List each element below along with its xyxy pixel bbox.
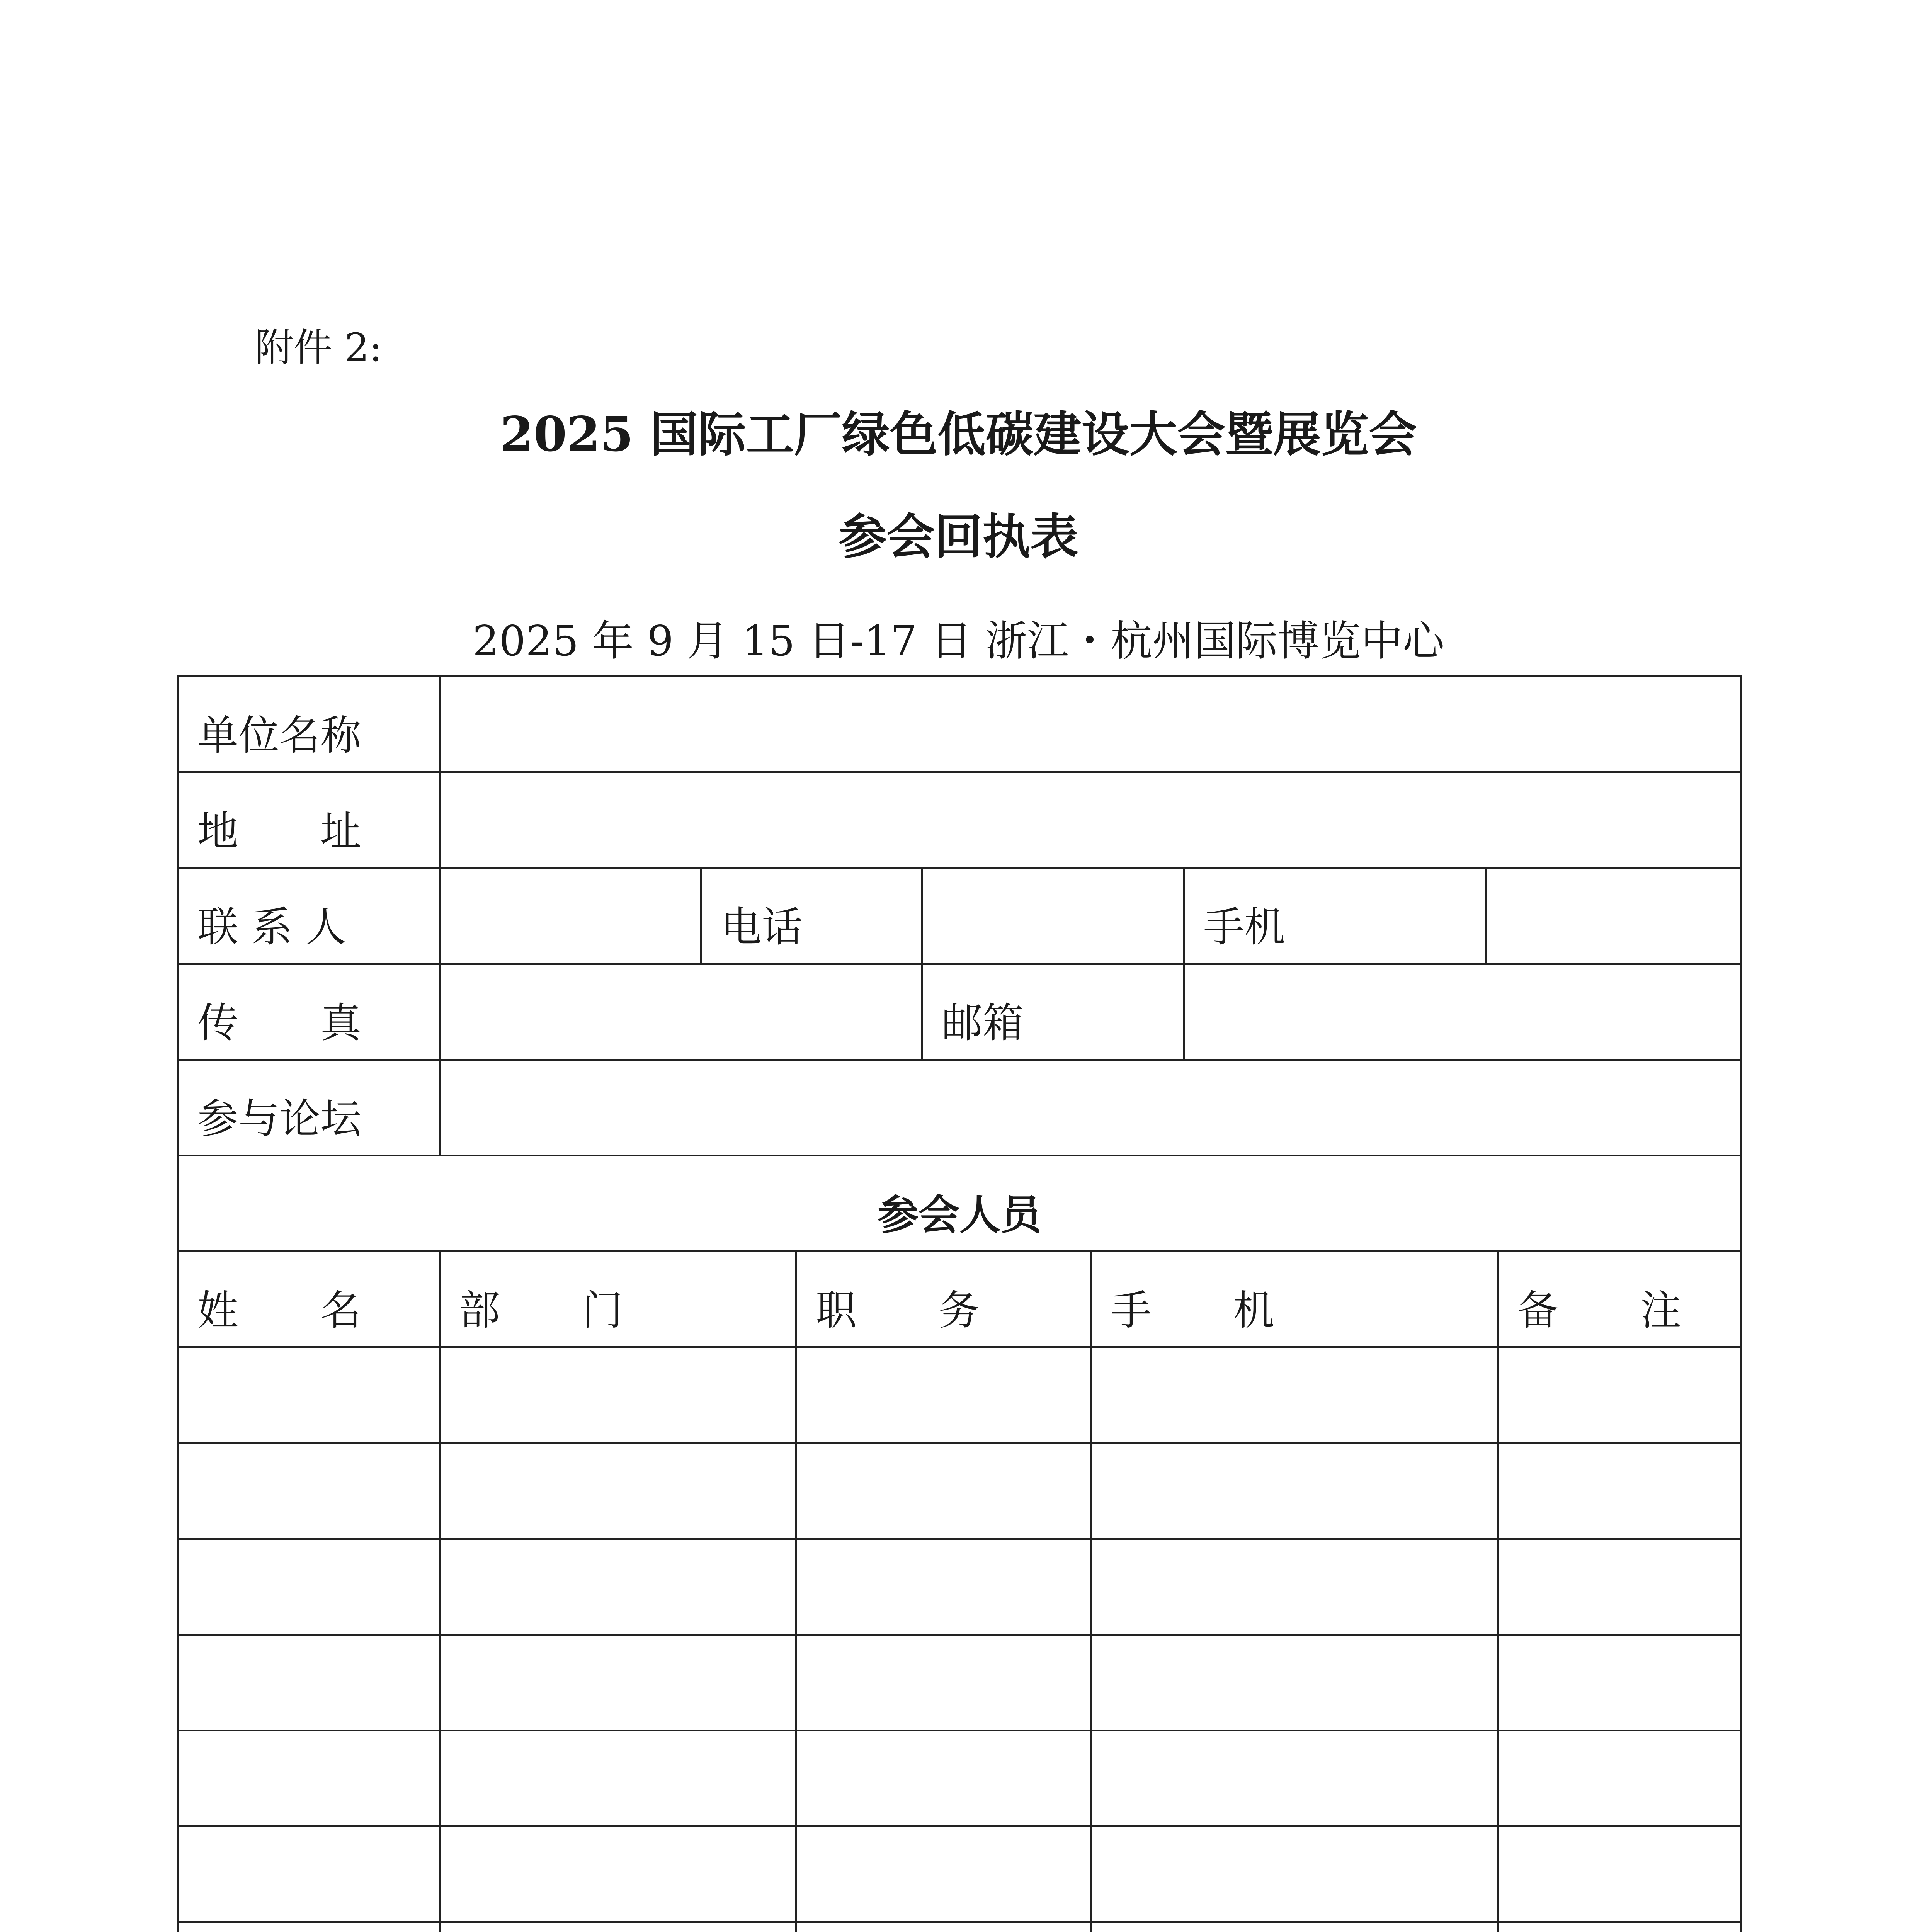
attendee-position-cell[interactable] bbox=[797, 1827, 1090, 1921]
forum-field[interactable] bbox=[441, 1061, 1740, 1155]
attendee-remarks-cell[interactable] bbox=[1499, 1636, 1740, 1730]
attendee-department-cell[interactable] bbox=[441, 1731, 795, 1825]
attendee-remarks-cell[interactable] bbox=[1499, 1540, 1740, 1634]
attendee-department-cell[interactable] bbox=[441, 1540, 795, 1634]
phone-field[interactable] bbox=[923, 869, 1183, 963]
email-label: 邮箱 bbox=[942, 999, 1024, 1047]
fax-label: 传 真 bbox=[197, 999, 361, 1047]
attendee-remarks-cell[interactable] bbox=[1499, 1923, 1740, 1932]
address-field[interactable] bbox=[441, 773, 1740, 867]
attendee-name-cell[interactable] bbox=[179, 1444, 439, 1538]
attendee-name-cell[interactable] bbox=[179, 1923, 439, 1932]
column-header-mobile: 手 机 bbox=[1111, 1287, 1274, 1334]
address-label: 地 址 bbox=[197, 808, 361, 855]
attendee-position-cell[interactable] bbox=[797, 1923, 1090, 1932]
attendee-department-cell[interactable] bbox=[441, 1827, 795, 1921]
attendee-department-cell[interactable] bbox=[441, 1636, 795, 1730]
attendee-position-cell[interactable] bbox=[797, 1636, 1090, 1730]
attendee-position-cell[interactable] bbox=[797, 1348, 1090, 1442]
attendee-mobile-cell[interactable] bbox=[1092, 1348, 1497, 1442]
attendee-remarks-cell[interactable] bbox=[1499, 1827, 1740, 1921]
email-field[interactable] bbox=[1185, 965, 1740, 1059]
attendee-name-cell[interactable] bbox=[179, 1827, 439, 1921]
attendee-mobile-cell[interactable] bbox=[1092, 1636, 1497, 1730]
mobile-label: 手机 bbox=[1203, 903, 1285, 951]
column-header-position: 职 务 bbox=[816, 1287, 980, 1334]
attendee-mobile-cell[interactable] bbox=[1092, 1731, 1497, 1825]
attendee-remarks-cell[interactable] bbox=[1499, 1731, 1740, 1825]
attendees-heading: 参会人员 bbox=[878, 1190, 1041, 1239]
unit-name-label: 单位名称 bbox=[197, 712, 361, 759]
attendee-name-cell[interactable] bbox=[179, 1731, 439, 1825]
attendee-department-cell[interactable] bbox=[441, 1923, 795, 1932]
attendee-department-cell[interactable] bbox=[441, 1348, 795, 1442]
attendee-position-cell[interactable] bbox=[797, 1540, 1090, 1634]
forum-label: 参与论坛 bbox=[197, 1095, 361, 1143]
attendee-mobile-cell[interactable] bbox=[1092, 1444, 1497, 1538]
attendee-remarks-cell[interactable] bbox=[1499, 1348, 1740, 1442]
attendee-mobile-cell[interactable] bbox=[1092, 1923, 1497, 1932]
fax-field[interactable] bbox=[441, 965, 921, 1059]
column-header-remarks: 备 注 bbox=[1517, 1287, 1681, 1334]
column-header-name: 姓 名 bbox=[197, 1287, 361, 1334]
document-subtitle-heading: 参会回执表 bbox=[839, 509, 1078, 565]
attendee-mobile-cell[interactable] bbox=[1092, 1827, 1497, 1921]
event-date-location: 2025 年 9 月 15 日-17 日 浙江・杭州国际博览中心 bbox=[472, 617, 1445, 665]
contact-person-label: 联 系 人 bbox=[197, 903, 347, 951]
phone-label: 电话 bbox=[721, 903, 803, 951]
attendee-mobile-cell[interactable] bbox=[1092, 1540, 1497, 1634]
attendee-department-cell[interactable] bbox=[441, 1444, 795, 1538]
attendee-name-cell[interactable] bbox=[179, 1540, 439, 1634]
registration-form-table bbox=[177, 675, 1742, 1932]
column-header-department: 部 门 bbox=[459, 1287, 623, 1334]
attachment-label: 附件 2: bbox=[255, 325, 383, 370]
contact-person-field[interactable] bbox=[441, 869, 700, 963]
attendee-name-cell[interactable] bbox=[179, 1348, 439, 1442]
attendee-name-cell[interactable] bbox=[179, 1636, 439, 1730]
attendee-remarks-cell[interactable] bbox=[1499, 1444, 1740, 1538]
attendee-position-cell[interactable] bbox=[797, 1444, 1090, 1538]
attendee-position-cell[interactable] bbox=[797, 1731, 1090, 1825]
document-title: 2025 国际工厂绿色低碳建设大会暨展览会 bbox=[500, 406, 1417, 463]
unit-name-field[interactable] bbox=[441, 677, 1740, 771]
mobile-field[interactable] bbox=[1487, 869, 1740, 963]
